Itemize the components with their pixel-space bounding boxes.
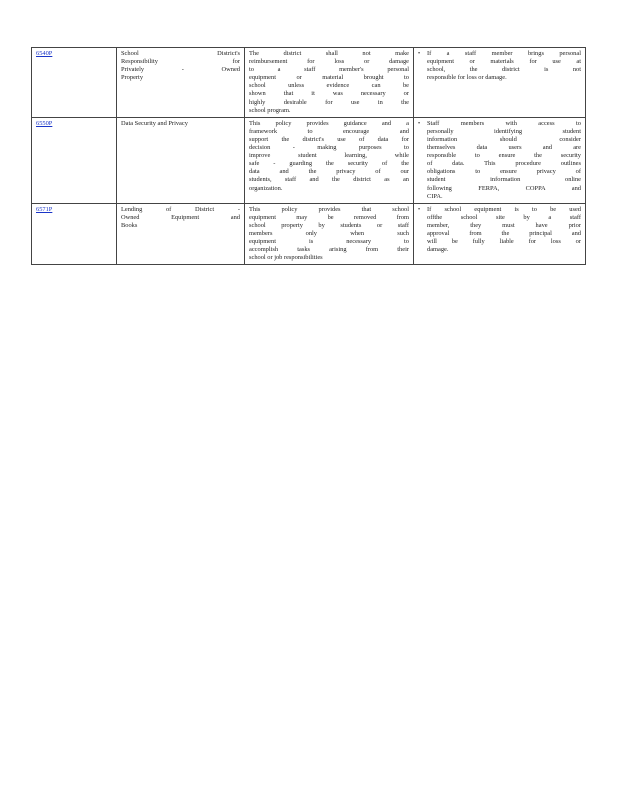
policy-note-cell (414, 117, 586, 203)
text-line: following FERPA, COPPA and (427, 184, 581, 192)
text-line: information should consider (427, 135, 581, 143)
text-line: Lending of District - (121, 205, 240, 213)
text-line: This policy provides that school (249, 205, 409, 213)
policy-purpose-cell (245, 203, 414, 265)
text-line: If school equipment is to be used (427, 205, 581, 213)
text-line: organization. (249, 184, 283, 192)
text-line: School District's (121, 50, 240, 57)
text-line: Staff members with access to (427, 119, 581, 127)
text-line: improve student learning, while (249, 152, 409, 160)
text-line: obligations to ensure privacy of (427, 168, 581, 176)
policy-table (31, 47, 586, 265)
text-line: framework to encourage and (249, 127, 409, 135)
text-line: of data. This procedure outlines (427, 160, 581, 168)
policy-note-cell (414, 48, 586, 118)
policy-row (32, 203, 586, 265)
text-line: responsible to ensure the security (427, 152, 581, 160)
text-line: If a staff member brings personal (427, 50, 581, 57)
text-line: member, they must have prior (427, 221, 581, 229)
policy-row (32, 117, 586, 203)
text-line: The district shall not make (249, 50, 409, 57)
text-line: equipment may be removed from (249, 213, 409, 221)
text-line: Property (121, 74, 144, 82)
policy-code-cell (32, 117, 117, 203)
text-line: equipment or materials for use at (427, 58, 581, 66)
text-line: themselves data users and are (427, 144, 581, 152)
policy-title-cell (117, 48, 245, 118)
text-line: student information online (427, 176, 581, 184)
text-line: school or job responsibilities (249, 254, 323, 262)
bullet-icon: • (418, 51, 421, 57)
text-line: reimbursement for loss or damage (249, 58, 409, 66)
policy-purpose-cell (245, 117, 414, 203)
text-line: members only when such (249, 229, 409, 237)
policy-purpose-cell (245, 48, 414, 118)
text-line: damage. (427, 246, 449, 254)
text-line: personally identifying student (427, 127, 581, 135)
bullet-icon: • (418, 206, 421, 213)
policy-row (32, 48, 586, 118)
text-line: school, the district is not (427, 66, 581, 74)
text-line: Responsibility for (121, 58, 240, 66)
policy-title-cell (117, 203, 245, 265)
text-line: Privately - Owned (121, 66, 240, 74)
text-line: will be fully liable for loss or (427, 238, 581, 246)
text-line: students, staff and the district as an (249, 176, 409, 184)
text-line: approval from the principal and (427, 229, 581, 237)
policy-note-cell (414, 203, 586, 265)
text-line: Owned Equipment and (121, 213, 240, 221)
text-line: accomplish tasks arising from their (249, 246, 409, 254)
text-line: This policy provides guidance and a (249, 119, 409, 127)
text-line: school unless evidence can be (249, 82, 409, 90)
text-line: Data Security and Privacy (121, 119, 188, 127)
text-line: decision - making purposes to (249, 144, 409, 152)
policy-code-cell (32, 203, 117, 265)
policy-title-cell (117, 117, 245, 203)
bullet-icon: • (418, 120, 421, 127)
text-line: data and the privacy of our (249, 168, 409, 176)
text-line: responsible for loss or damage. (427, 74, 507, 82)
policy-code-cell (32, 48, 117, 118)
text-line: school program. (249, 106, 291, 114)
text-line: offthe school site by a staff (427, 213, 581, 221)
policy-code-link[interactable]: 6550P (36, 119, 53, 127)
text-line: safe - guarding the security of the (249, 160, 409, 168)
policy-code-link[interactable]: 6571P (36, 205, 53, 213)
policy-code-link[interactable]: 6540P (36, 50, 53, 57)
text-line: CIPA. (427, 192, 443, 200)
text-line: support the district's use of data for (249, 135, 409, 143)
text-line: Books (121, 221, 138, 229)
text-line: shown that it was necessary or (249, 90, 409, 98)
text-line: highly desirable for use in the (249, 98, 409, 106)
text-line: equipment is necessary to (249, 238, 409, 246)
text-line: equipment or material brought to (249, 74, 409, 82)
text-line: to a staff member's personal (249, 66, 409, 74)
text-line: school property by students or staff (249, 221, 409, 229)
